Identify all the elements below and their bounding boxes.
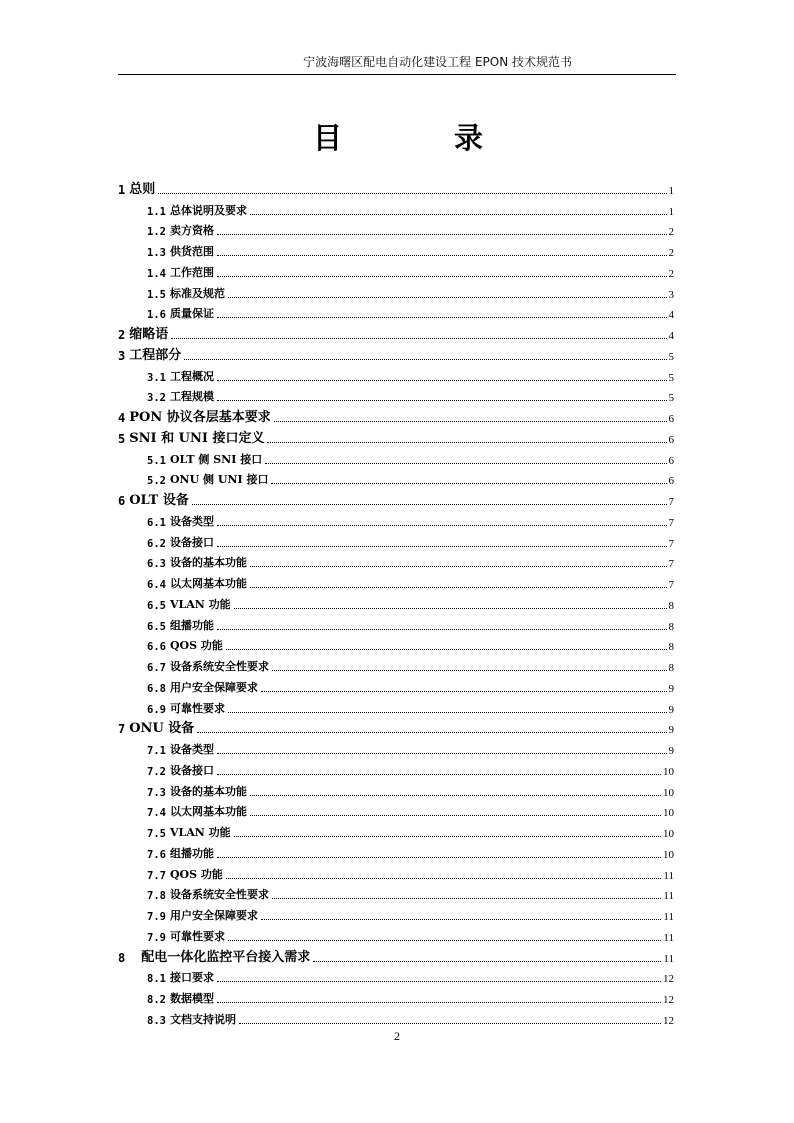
toc-dot-leader	[217, 317, 667, 318]
toc-entry-section[interactable]	[118, 799, 674, 820]
toc-entry-title: 设备类型	[169, 743, 214, 756]
toc-entry-title: 设备系统安全性要求	[169, 660, 269, 673]
toc-entry-page: 5	[668, 350, 674, 363]
toc-dot-leader	[217, 546, 667, 547]
toc-entry-title: OLT 侧 SNI 接口	[169, 452, 263, 466]
toc-entry-page: 7	[668, 516, 674, 529]
toc-entry-page: 10	[663, 786, 674, 799]
toc-entry-title: 以太网基本功能	[169, 805, 247, 819]
toc-entry-number: 1.1	[147, 205, 166, 218]
toc-entry-number: 6.2	[147, 537, 166, 550]
toc-entry-page: 4	[668, 309, 674, 322]
toc-entry-title: PON 协议各层基本要求	[129, 410, 271, 425]
toc-entry-title: QOS 功能	[169, 867, 223, 881]
toc-entry-page: 12	[663, 1014, 674, 1027]
toc-entry-page: 2	[668, 226, 674, 239]
toc-entry-section[interactable]	[118, 238, 674, 259]
toc-entry-page: 11	[663, 931, 674, 944]
toc-entry-title: ONU 侧 UNI 接口	[169, 473, 269, 487]
toc-entry-page: 11	[663, 890, 674, 903]
toc-entry-section[interactable]	[118, 508, 674, 529]
toc-dot-leader	[217, 276, 667, 277]
toc-entry-page: 11	[663, 869, 674, 882]
toc-entry-page: 11	[663, 911, 674, 923]
toc-entry-number: 4	[118, 411, 126, 425]
toc-entry-page: 6	[668, 413, 674, 425]
toc-entry-title: 工程概况	[169, 369, 214, 383]
toc-entry-number: 5	[118, 431, 126, 446]
toc-entry-title: 接口要求	[169, 971, 214, 985]
toc-dot-leader	[267, 442, 666, 443]
toc-entry-title: 设备类型	[169, 514, 214, 528]
toc-entry-chapter[interactable]	[118, 944, 674, 965]
toc-entry-number: 7.3	[147, 786, 166, 799]
toc-dot-leader	[171, 338, 666, 339]
toc-entry-number: 1.3	[147, 247, 166, 259]
toc-entry-title: 总体说明及要求	[169, 203, 247, 217]
toc-entry-section[interactable]	[118, 363, 674, 384]
toc-dot-leader	[226, 649, 667, 650]
toc-entry-title: 组播功能	[169, 618, 214, 632]
toc-entry-page: 6	[668, 454, 674, 467]
toc-title	[0, 120, 794, 160]
toc-entry-title: 设备接口	[169, 535, 214, 549]
toc-entry-title: 以太网基本功能	[169, 577, 247, 590]
toc-entry-page: 1	[668, 205, 674, 218]
toc-entry-chapter[interactable]	[118, 425, 674, 446]
toc-entry-number: 5.2	[147, 475, 166, 488]
toc-entry-page: 7	[668, 496, 674, 508]
toc-entry-page: 12	[663, 994, 674, 1006]
toc-dot-leader	[226, 878, 662, 879]
header-title: 宁波海曙区配电自动化建设工程 EPON 技术规范书	[303, 55, 572, 69]
toc-dot-leader	[197, 732, 666, 733]
toc-entry-chapter[interactable]	[118, 487, 674, 508]
toc-dot-leader	[217, 1002, 661, 1003]
toc-entry-chapter[interactable]	[118, 716, 674, 737]
toc-entry-chapter[interactable]	[118, 404, 674, 425]
toc-entry-title: 缩略语	[129, 327, 169, 342]
toc-entry-section[interactable]	[118, 736, 674, 757]
toc-entry-number: 6.3	[147, 558, 166, 571]
toc-entry-page: 5	[668, 392, 674, 405]
toc-entry-number: 8.3	[147, 1014, 166, 1027]
toc-dot-leader	[250, 795, 661, 796]
toc-entry-number: 8.1	[147, 973, 166, 986]
toc-dot-leader	[274, 421, 667, 422]
toc-entry-title: SNI 和 UNI 接口定义	[129, 430, 265, 446]
toc-entry-title: 设备系统安全性要求	[169, 888, 269, 902]
toc-entry-section[interactable]	[118, 674, 674, 695]
toc-entry-number: 6	[118, 494, 126, 508]
toc-dot-leader	[272, 670, 667, 671]
toc-entry-number: 8.2	[147, 994, 166, 1006]
toc-entry-number: 1	[118, 182, 126, 197]
toc-entry-title: 配电一体化监控平台接入需求	[141, 949, 311, 965]
toc-entry-title: 总则	[129, 181, 156, 197]
toc-dot-leader	[265, 463, 666, 464]
toc-entry-section[interactable]	[118, 591, 674, 612]
toc-entry-number: 7.5	[147, 828, 166, 840]
toc-entry-number: 6.6	[147, 641, 166, 654]
toc-entry-number: 7.9	[147, 931, 166, 944]
toc-entry-chapter[interactable]	[118, 321, 674, 342]
toc-entry-number: 3	[118, 348, 126, 363]
toc-entry-section[interactable]	[118, 280, 674, 301]
toc-entry-page: 8	[668, 599, 674, 612]
toc-entry-number: 6.7	[147, 662, 166, 674]
toc-dot-leader	[239, 1023, 661, 1024]
toc-entry-number: 7.7	[147, 869, 166, 882]
toc-entry-title: 标准及规范	[169, 286, 225, 300]
toc-entry-page: 8	[668, 620, 674, 633]
toc-dot-leader	[217, 255, 667, 256]
toc-entry-section[interactable]	[118, 840, 674, 861]
toc-entry-title: 可靠性要求	[169, 929, 225, 943]
toc-entry-number: 3.2	[147, 392, 166, 405]
toc-entry-page: 11	[663, 952, 674, 965]
toc-dot-leader	[217, 981, 661, 982]
toc-entry-title: 工程规模	[169, 390, 214, 404]
toc-entry-page: 3	[668, 288, 674, 301]
toc-dot-leader	[217, 400, 667, 401]
toc-entry-number: 6.5	[147, 599, 166, 612]
toc-entry-number: 6.4	[147, 579, 166, 591]
toc-entry-page: 9	[668, 682, 674, 695]
toc-entry-title: 用户安全保障要求	[169, 680, 258, 694]
toc-entry-number: 6.5	[147, 620, 166, 633]
toc-entry-number: 3.1	[147, 371, 166, 384]
toc-entry-number: 1.5	[147, 288, 166, 301]
toc-entry-title: 工程部分	[129, 347, 182, 363]
toc-entry-page: 10	[663, 765, 674, 778]
toc-entry-title: QOS 功能	[169, 639, 223, 653]
toc-dot-leader	[250, 587, 667, 588]
toc-dot-leader	[228, 297, 667, 298]
toc-dot-leader	[250, 815, 661, 816]
toc-entry-section[interactable]	[118, 529, 674, 550]
toc-entry-title: 设备接口	[169, 763, 214, 777]
toc-entry-section[interactable]	[118, 446, 674, 467]
toc-entry-title: 工作范围	[169, 265, 214, 279]
toc-entry-section[interactable]	[118, 819, 674, 840]
toc-entry-page: 9	[668, 745, 674, 757]
toc-entry-number: 7.2	[147, 765, 166, 778]
toc-entry-page: 10	[663, 848, 674, 861]
toc-entry-title: OLT 设备	[129, 493, 189, 508]
toc-entry-page: 5	[668, 371, 674, 384]
toc-entry-title: 卖方资格	[169, 224, 214, 238]
toc-entry-section[interactable]	[118, 861, 674, 882]
toc-dot-leader	[217, 774, 661, 775]
toc-entry-section[interactable]	[118, 965, 674, 986]
toc-dot-leader	[184, 359, 666, 360]
toc-entry-section[interactable]	[118, 570, 674, 591]
toc-entry-page: 6	[668, 475, 674, 488]
toc-entry-page: 9	[668, 703, 674, 716]
toc-entry-title: 供货范围	[169, 245, 214, 258]
toc-entry-chapter[interactable]	[118, 342, 674, 363]
toc-entry-chapter[interactable]	[118, 176, 674, 197]
toc-dot-leader	[261, 691, 667, 692]
toc-entry-title: 质量保证	[169, 307, 214, 321]
toc-entry-section[interactable]	[118, 653, 674, 674]
toc-entry-section[interactable]	[118, 757, 674, 778]
toc-entry-page: 12	[663, 973, 674, 986]
table-of-contents	[118, 176, 674, 1027]
toc-entry-section[interactable]	[118, 301, 674, 322]
toc-entry-page: 2	[668, 247, 674, 259]
toc-entry-title: 数据模型	[169, 992, 214, 1005]
toc-entry-title: VLAN 功能	[169, 826, 231, 839]
page-header	[118, 52, 676, 75]
toc-entry-section[interactable]	[118, 923, 674, 944]
toc-dot-leader	[271, 483, 666, 484]
toc-dot-leader	[217, 753, 667, 754]
toc-entry-section[interactable]	[118, 259, 674, 280]
toc-entry-title: VLAN 功能	[169, 597, 231, 611]
toc-entry-number: 7.6	[147, 848, 166, 861]
toc-entry-page: 7	[668, 579, 674, 591]
toc-entry-number: 2	[118, 328, 126, 342]
toc-dot-leader	[217, 525, 667, 526]
toc-entry-section[interactable]	[118, 882, 674, 903]
toc-entry-number: 7.8	[147, 890, 166, 903]
toc-dot-leader	[272, 898, 661, 899]
toc-entry-number: 1.4	[147, 267, 166, 280]
toc-entry-number: 6.9	[147, 703, 166, 716]
toc-entry-page: 10	[663, 807, 674, 820]
toc-dot-leader	[250, 566, 667, 567]
toc-dot-leader	[192, 504, 667, 505]
toc-dot-leader	[217, 380, 667, 381]
toc-entry-section[interactable]	[118, 384, 674, 405]
toc-entry-section[interactable]	[118, 197, 674, 218]
toc-entry-page: 4	[668, 330, 674, 342]
toc-entry-page: 10	[663, 828, 674, 840]
toc-dot-leader	[250, 214, 667, 215]
toc-entry-title: 文档支持说明	[169, 1012, 236, 1026]
toc-entry-section[interactable]	[118, 633, 674, 654]
toc-entry-section[interactable]	[118, 612, 674, 633]
toc-entry-section[interactable]	[118, 550, 674, 571]
toc-title-char-1: 目	[313, 121, 343, 155]
toc-dot-leader	[228, 712, 667, 713]
toc-entry-section[interactable]	[118, 985, 674, 1006]
toc-entry-number: 7.1	[147, 745, 166, 757]
toc-entry-title: 用户安全保障要求	[169, 909, 258, 922]
toc-entry-number: 6.8	[147, 682, 166, 695]
toc-entry-section[interactable]	[118, 902, 674, 923]
toc-entry-number: 1.2	[147, 226, 166, 239]
toc-entry-title: 组播功能	[169, 846, 214, 860]
toc-dot-leader	[234, 608, 667, 609]
toc-dot-leader	[313, 961, 661, 962]
toc-entry-title: ONU 设备	[129, 721, 195, 737]
toc-entry-page: 8	[668, 641, 674, 654]
toc-title-char-2: 录	[454, 121, 484, 155]
toc-entry-title: 设备的基本功能	[169, 556, 247, 570]
toc-entry-section[interactable]	[118, 1006, 674, 1027]
toc-entry-page: 7	[668, 537, 674, 550]
toc-entry-number: 8	[118, 950, 126, 965]
toc-entry-page: 7	[668, 558, 674, 571]
toc-entry-page: 2	[668, 267, 674, 280]
toc-entry-number: 7.4	[147, 807, 166, 820]
toc-entry-section[interactable]	[118, 695, 674, 716]
toc-dot-leader	[234, 836, 661, 837]
toc-entry-page: 9	[668, 724, 674, 737]
toc-entry-number: 7.9	[147, 911, 166, 923]
toc-entry-number: 1.6	[147, 309, 166, 322]
toc-dot-leader	[261, 919, 661, 920]
toc-dot-leader	[158, 193, 666, 194]
toc-entry-title: 设备的基本功能	[169, 784, 247, 798]
toc-entry-page: 8	[668, 662, 674, 674]
toc-entry-page: 1	[668, 184, 674, 197]
toc-entry-section[interactable]	[118, 218, 674, 239]
toc-dot-leader	[217, 234, 667, 235]
toc-entry-section[interactable]	[118, 778, 674, 799]
toc-entry-section[interactable]	[118, 467, 674, 488]
toc-entry-title: 可靠性要求	[169, 701, 225, 715]
toc-entry-number: 7	[118, 722, 126, 737]
page-number: 2	[394, 1029, 400, 1043]
toc-dot-leader	[217, 629, 667, 630]
toc-dot-leader	[228, 940, 661, 941]
toc-entry-number: 5.1	[147, 454, 166, 467]
toc-dot-leader	[217, 857, 661, 858]
toc-entry-page: 6	[668, 433, 674, 446]
toc-entry-number: 6.1	[147, 516, 166, 529]
